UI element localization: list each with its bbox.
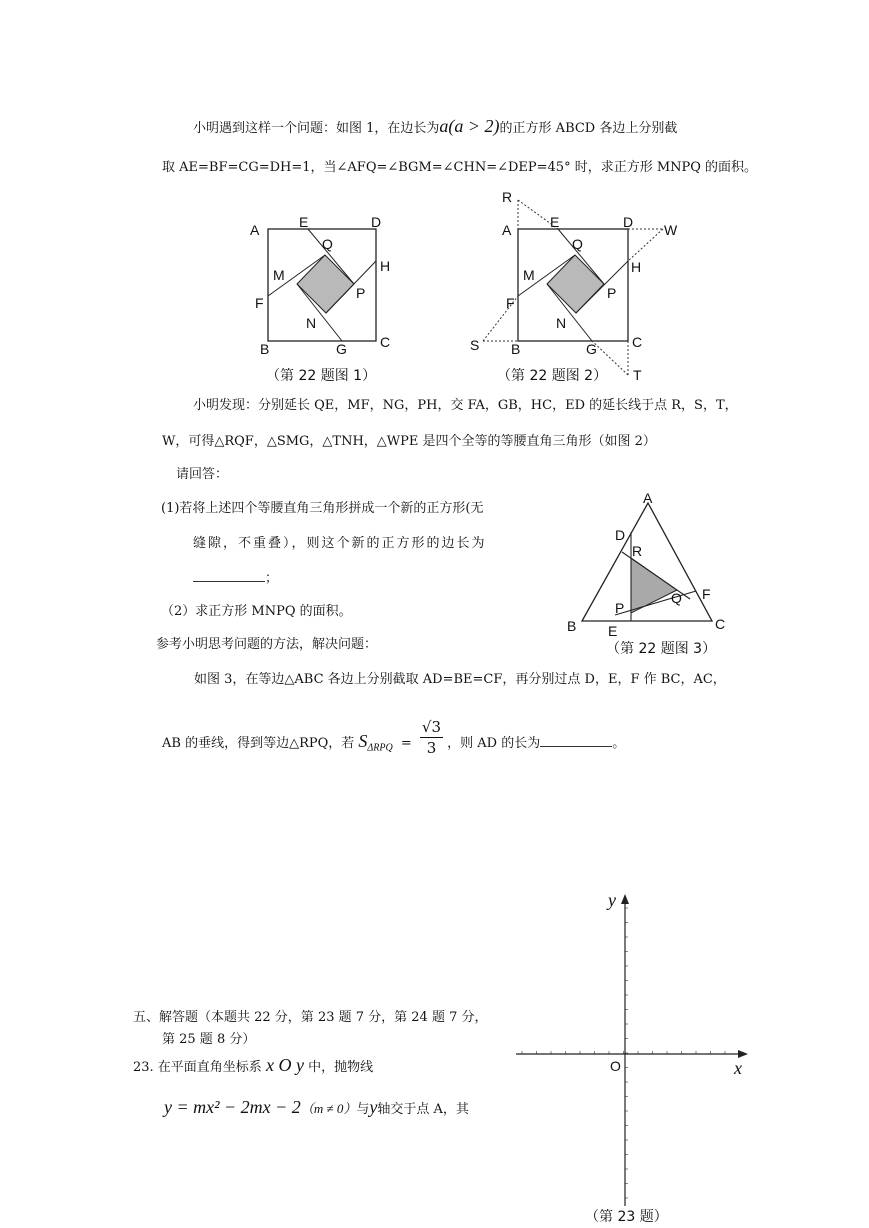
final-text-b: ，则 AD 的长为 [447,736,541,751]
fig1-label-d: D [371,214,382,230]
fig3-label-d: D [615,527,626,543]
fig1-label-p: P [356,285,366,301]
p23-line-1 [133,1056,373,1077]
fig1-label-n: N [306,315,317,331]
coordinate-plane [512,888,762,1208]
p23-caption: （第 23 题） [585,1209,668,1225]
question-1-text: 缝隙，不重叠），则这个新的正方形的边长为 [193,536,487,551]
fig2-label-g: G [586,341,597,357]
fig3-label-e: E [608,623,618,639]
reference-line: 参考小明思考问题的方法，解决问题： [156,637,378,652]
fig3-label-c: C [715,616,726,632]
fraction-denominator: 3 [426,739,437,757]
fig3-label-f: F [702,586,711,602]
final-line [162,718,626,764]
fig3-label-p: P [615,600,625,616]
final-end: 。 [612,736,626,751]
fig1-label-b: B [260,341,270,357]
figure-2 [468,190,688,390]
question-1-line-2 [193,535,487,553]
intro-line-2: 取 AE=BF=CG=DH=1，当∠AFQ=∠BGM=∠CHN=∠DEP=45° 时，求正方形 MNPQ 的面积。 [162,160,758,175]
answer-blank-2[interactable] [540,732,612,747]
x-axis-label: x [734,1058,742,1078]
p23-condition: （m ≠ 0） [300,1101,357,1116]
fig1-label-c: C [380,334,391,350]
fig2-label-q: Q [572,236,583,252]
fraction-numerator: √3 [421,718,442,736]
question-2: （2）求正方形 MNPQ 的面积。 [161,604,352,619]
fig3-label-q: Q [671,590,682,606]
section-heading-line-1: 五、解答题（本题共 22 分，第 23 题 7 分，第 24 题 7 分， [133,1010,488,1025]
p23-text-c: 与 [356,1102,370,1117]
fig2-label-m: M [523,267,535,283]
discover-line-2: W，可得△RQF，△SMG，△TNH，△WPE 是四个全等的等腰直角三角形（如图 2） [162,434,656,449]
intro-text-b: 的正方形 ABCD 各边上分别截 [499,121,678,136]
fig2-label-r: R [502,189,513,205]
fig1-label-e: E [299,214,309,230]
fig3-label-b: B [567,618,577,634]
fig3-label-a: A [643,490,653,506]
p23-y: y [369,1097,378,1117]
fig1-caption: （第 22 题图 1） [266,368,377,384]
fig1-label-m: M [273,267,285,283]
fig2-label-b: B [511,341,521,357]
p23-text-b: 中，抛物线 [308,1060,374,1075]
fig3-label-r: R [632,543,643,559]
fig1-label-h: H [380,258,391,274]
intro-math: a(a > 2) [439,116,500,136]
answer-blank-1[interactable] [193,567,265,582]
fig1-label-a: A [250,222,260,238]
p23-xoy: x O y [265,1055,304,1075]
question-1-end: ； [265,571,279,586]
fig2-label-a: A [502,222,512,238]
area-subscript: ΔRPQ [367,742,393,754]
figure-3 [560,488,760,663]
answer-prompt: 请回答： [176,467,229,482]
fig2-label-p: P [607,285,617,301]
fig2-label-c: C [632,334,643,350]
p23-equation: y = mx² − 2mx − 2 [164,1097,301,1117]
fig2-label-w: W [664,222,678,238]
fig2-label-e: E [550,214,560,230]
fig3-caption: （第 22 题图 3） [606,641,717,657]
p23-line-2 [164,1098,469,1119]
figure-3-text: 如图 3，在等边△ABC 各边上分别截取 AD=BE=CF，再分别过点 D，E，F 作 BC，AC， [194,672,726,687]
area-symbol: S [358,731,368,751]
intro-text-a: 小明遇到这样一个问题：如图 1，在边长为 [193,121,440,136]
fraction [420,717,443,758]
equals-sign: = [400,736,412,751]
question-1-line-1: (1)若将上述四个等腰直角三角形拼成一个新的正方形(无 [161,501,484,516]
final-text-a: AB 的垂线，得到等边△RPQ，若 [162,736,355,751]
question-1-answer [193,567,278,588]
fig2-label-f: F [506,295,515,311]
fig2-label-s: S [470,337,480,353]
section-heading-line-2: 第 25 题 8 分） [162,1032,256,1047]
fig2-label-t: T [633,367,642,383]
intro-line-1 [193,117,677,138]
p23-text-d: 轴交于点 A，其 [377,1102,469,1117]
fig2-caption: （第 22 题图 2） [497,368,608,384]
p23-text-a: 23. 在平面直角坐标系 [133,1060,262,1075]
y-axis-label: y [608,890,616,910]
discover-line-1: 小明发现：分别延长 QE，MF，NG，PH，交 FA，GB，HC，ED 的延长线于点 R，S，T， [193,398,738,413]
fig2-label-n: N [556,315,567,331]
fig1-label-g: G [336,341,347,357]
fig1-label-f: F [255,295,264,311]
fig1-label-q: Q [322,236,333,252]
fig2-label-d: D [623,214,634,230]
origin-label: O [610,1058,621,1074]
fig2-label-h: H [631,259,642,275]
